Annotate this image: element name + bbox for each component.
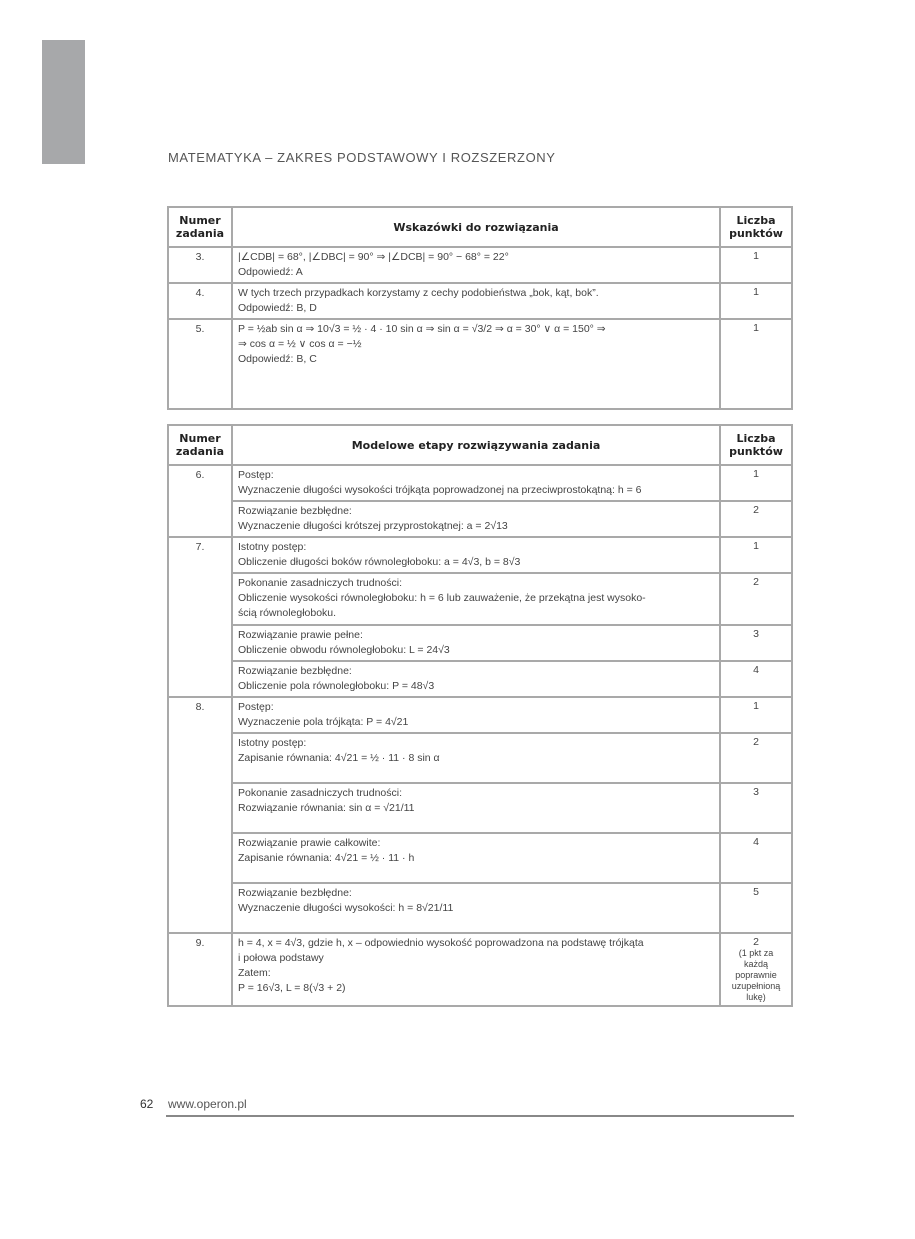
points-cell: [720, 625, 792, 661]
content-line: Obliczenie wysokości równoległoboku: h = 6 lub zauważenie, że przekątna jest wysoko-: [238, 592, 646, 604]
content-line: Istotny postęp:: [238, 737, 307, 749]
points-value: 1: [753, 250, 759, 262]
task-content: [232, 537, 720, 573]
task-content: [232, 783, 720, 833]
points-value: 4: [753, 664, 759, 676]
content-line: Zatem:: [238, 967, 271, 979]
content-line: i połowa podstawy: [238, 952, 324, 964]
table-row: [168, 733, 792, 783]
col-content-header: Wskazówki do rozwiązania: [232, 207, 720, 247]
content-line: Rozwiązanie prawie pełne:: [238, 629, 363, 641]
task-content: [232, 465, 720, 501]
task-content: [232, 933, 720, 1006]
page-header: MATEMATYKA – ZAKRES PODSTAWOWY I ROZSZERZONY: [168, 150, 556, 165]
hints-table: [167, 206, 793, 410]
points-value: 2: [753, 936, 759, 948]
table-row: [168, 573, 792, 625]
content-line: Postęp:: [238, 701, 274, 713]
task-content: [232, 661, 720, 697]
side-tab-marker: [42, 40, 85, 164]
content-line: Pokonanie zasadniczych trudności:: [238, 577, 403, 589]
content-line: Wyznaczenie długości wysokości trójkąta poprowadzonej na przeciwprostokątną: h = 6: [238, 484, 642, 496]
points-cell: [720, 501, 792, 537]
points-cell: [720, 283, 792, 319]
task-content: [232, 625, 720, 661]
task-number: 8.: [168, 697, 232, 933]
table-row: [168, 465, 792, 501]
task-number: 9.: [168, 933, 232, 1006]
points-cell: [720, 697, 792, 733]
table-row: [168, 537, 792, 573]
task-content: [232, 697, 720, 733]
points-value: 3: [753, 628, 759, 640]
points-value: 1: [753, 286, 759, 298]
task-content: [232, 501, 720, 537]
col-points-header: Liczba punktów: [720, 207, 792, 247]
points-cell: [720, 661, 792, 697]
footer-url: www.operon.pl: [168, 1097, 247, 1111]
table-row: [168, 501, 792, 537]
col-content-header: Modelowe etapy rozwiązywania zadania: [232, 425, 720, 465]
points-cell: [720, 733, 792, 783]
points-cell: [720, 537, 792, 573]
content-line: Obliczenie długości boków równoległoboku: a = 4√3, b = 8√3: [238, 556, 521, 568]
task-content: [232, 833, 720, 883]
points-note: (1 pkt za każdą poprawnie uzupełnioną lukę): [731, 948, 781, 1002]
points-cell: [720, 319, 792, 409]
task-number: 7.: [168, 537, 232, 697]
task-number: 3.: [168, 247, 232, 283]
points-cell: [720, 465, 792, 501]
task-content: [232, 283, 720, 319]
content-line: P = ½ab sin α ⇒ 10√3 = ½ · 4 · 10 sin α ⇒ sin α = √3/2 ⇒ α = 30° ∨ α = 150° ⇒: [238, 323, 606, 335]
content-line: W tych trzech przypadkach korzystamy z cechy podobieństwa „bok, kąt, bok”.: [238, 287, 599, 299]
content-line: Istotny postęp:: [238, 541, 307, 553]
content-line: Odpowiedź: B, C: [238, 353, 317, 365]
task-number: 6.: [168, 465, 232, 537]
content-line: ścią równoległoboku.: [238, 607, 337, 619]
content-line: Rozwiązanie bezbłędne:: [238, 665, 352, 677]
points-cell: [720, 247, 792, 283]
content-line: Obliczenie pola równoległoboku: P = 48√3: [238, 680, 435, 692]
content-line: |∠CDB| = 68°, |∠DBC| = 90° ⇒ |∠DCB| = 90° − 68° = 22°: [238, 251, 509, 263]
content-line: Rozwiązanie bezbłędne:: [238, 887, 352, 899]
content-line: Wyznaczenie długości wysokości: h = 8√21/11: [238, 902, 454, 914]
table-row: [168, 247, 792, 283]
points-value: 1: [753, 468, 759, 480]
content-line: h = 4, x = 4√3, gdzie h, x – odpowiednio wysokość poprowadzona na podstawę trójkąta: [238, 937, 644, 949]
task-content: [232, 573, 720, 625]
points-value: 5: [753, 886, 759, 898]
col-number-header: Numer zadania: [168, 207, 232, 247]
content-line: Rozwiązanie prawie całkowite:: [238, 837, 381, 849]
points-cell: [720, 833, 792, 883]
points-value: 2: [753, 576, 759, 588]
task-content: [232, 733, 720, 783]
content-line: Pokonanie zasadniczych trudności:: [238, 787, 403, 799]
points-cell: [720, 783, 792, 833]
points-value: 1: [753, 700, 759, 712]
content-line: Wyznaczenie długości krótszej przyprostokątnej: a = 2√13: [238, 520, 508, 532]
points-cell: [720, 573, 792, 625]
table-row: [168, 283, 792, 319]
task-content: [232, 883, 720, 933]
task-number: 4.: [168, 283, 232, 319]
table-row: [168, 883, 792, 933]
content-line: P = 16√3, L = 8(√3 + 2): [238, 982, 346, 994]
content-line: Obliczenie obwodu równoległoboku: L = 24√3: [238, 644, 450, 656]
points-value: 4: [753, 836, 759, 848]
points-value: 1: [753, 540, 759, 552]
points-value: 2: [753, 504, 759, 516]
content-line: Zapisanie równania: 4√21 = ½ · 11 · 8 sin α: [238, 752, 440, 764]
col-number-header: Numer zadania: [168, 425, 232, 465]
content-line: Odpowiedź: A: [238, 266, 303, 278]
footer-divider: [166, 1115, 794, 1117]
content-line: Postęp:: [238, 469, 274, 481]
content-line: ⇒ cos α = ½ ∨ cos α = −½: [238, 338, 362, 350]
content-line: Rozwiązanie równania: sin α = √21/11: [238, 802, 415, 814]
content-line: Wyznaczenie pola trójkąta: P = 4√21: [238, 716, 409, 728]
points-value: 3: [753, 786, 759, 798]
stages-table: [167, 424, 793, 1007]
content-line: Odpowiedź: B, D: [238, 302, 317, 314]
content-line: Rozwiązanie bezbłędne:: [238, 505, 352, 517]
task-number: 5.: [168, 319, 232, 409]
points-cell: [720, 883, 792, 933]
table-row: [168, 783, 792, 833]
table-row: [168, 933, 792, 1006]
content-line: Zapisanie równania: 4√21 = ½ · 11 · h: [238, 852, 415, 864]
points-value: 1: [753, 322, 759, 334]
col-points-header: Liczba punktów: [720, 425, 792, 465]
table-row: [168, 319, 792, 409]
points-cell: [720, 933, 792, 1006]
points-value: 2: [753, 736, 759, 748]
task-content: [232, 247, 720, 283]
task-content: [232, 319, 720, 409]
page-number: 62: [140, 1097, 154, 1111]
table-row: [168, 833, 792, 883]
table-row: [168, 625, 792, 661]
table-row: [168, 661, 792, 697]
table-row: [168, 697, 792, 733]
